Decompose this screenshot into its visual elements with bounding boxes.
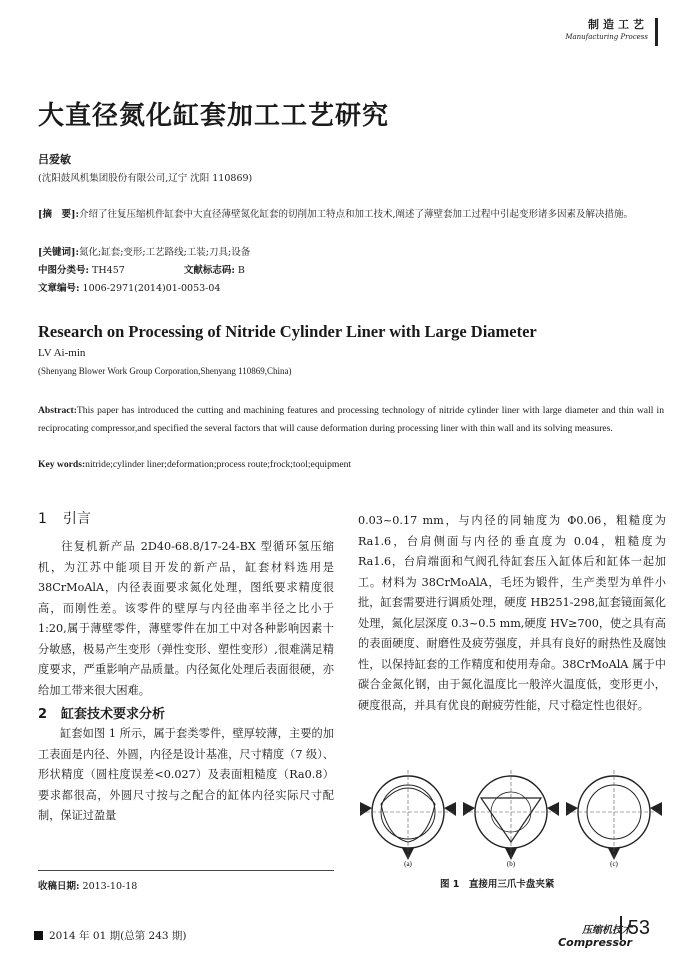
section-1-number: 1	[38, 511, 47, 527]
english-abstract-label: Abstract:	[38, 405, 77, 416]
doc-code-label: 文献标志码:	[183, 265, 235, 276]
section-1-heading	[38, 508, 91, 528]
issue-info	[34, 928, 187, 943]
header-bar	[655, 18, 658, 46]
received-date-value: 2013-10-18	[82, 881, 138, 892]
english-keywords	[38, 459, 351, 470]
received-date-label: 收稿日期:	[38, 881, 80, 892]
english-abstract-text: This paper has introduced the cutting and machining features and processing technology of nitride cylinder liner with large diameter and thin wall in reciprocating compressor,and specified the several factors that will cause deformation during processing liner with thin wall and its solving measures.	[38, 405, 664, 435]
journal-name-cn: 制造工艺	[588, 18, 648, 31]
figure-1	[356, 768, 666, 868]
journal-name-en: Manufacturing Process	[565, 33, 648, 41]
paper-title: 大直径氮化缸套加工工艺研究	[38, 101, 390, 131]
journal-logo-cn: 压缩机技术	[582, 925, 632, 936]
clc-label: 中图分类号:	[38, 265, 90, 276]
clc-value: TH457	[92, 265, 125, 276]
keywords-cn-label: [关键词]:	[38, 247, 79, 258]
article-number	[38, 280, 658, 297]
english-keywords-text: nitride;cylinder liner;deformation;process route;frock;tool;equipment	[85, 459, 352, 470]
figure-1b	[463, 770, 559, 860]
issue-text: 2014 年 01 期(总第 243 期)	[49, 930, 187, 942]
right-column-text: 0.03~0.17 mm，与内径的同轴度为 Φ0.06，粗糙度为 Ra1.6，台肩侧面与内径的垂直度为 0.04，粗糙度为 Ra1.6，台肩端面和气阀孔待缸套压入缸体后和缸体一起加工。材料为 38CrMoAlA，毛坯为锻件，生产类型为单件小批，缸套需要进行调质处理，硬度 HB251-298,缸套镜面氮化处理，氮化层深度 0.3~0.5 mm,硬度 HV≥700，使之具有高的表面硬度、耐磨性及疲劳强度，并具有良好的耐热性及腐蚀性，以保持缸套的工作精度和使用寿命。38CrMoAlA 属于中碳合金氮化钢，由于氮化温度比一般淬火温度低，变形更小，硬度很高，并具有优良的耐疲劳性能，尺寸稳定性也很好。	[358, 514, 666, 712]
journal-header	[565, 16, 648, 41]
journal-logo-en: Compressor	[558, 936, 632, 949]
received-date	[38, 878, 137, 892]
section-2-text: 缸套如图 1 所示，属于套类零件，壁厚较薄，主要的加工表面是内径、外圆，内径是设计基准，尺寸精度（7 级）、形状精度（圆柱度误差<0.027）及表面粗糙度（Ra0.8）要求都很高，外圆尺寸按与之配合的缸体内径实际尺寸配制，保证过盈量	[38, 727, 334, 822]
footnote-rule	[38, 870, 334, 871]
section-2-heading	[38, 703, 165, 722]
figure-1b-label: (b)	[506, 860, 516, 868]
english-title: Research on Processing of Nitride Cylinder Liner with Large Diameter	[38, 322, 537, 341]
author: 吕爱敏	[38, 153, 71, 166]
figure-1c-label: (c)	[610, 860, 618, 868]
section-2-number: 2	[38, 707, 48, 722]
affiliation: (沈阳鼓风机集团股份有限公司,辽宁 沈阳 110869)	[38, 173, 253, 184]
abstract-cn-label: [摘 要]:	[38, 209, 79, 220]
square-bullet-icon	[34, 931, 43, 940]
english-affiliation: (Shenyang Blower Work Group Corporation,Shenyang 110869,China)	[38, 366, 292, 376]
abstract-cn	[38, 206, 658, 223]
figure-1a	[360, 770, 456, 860]
english-abstract	[38, 402, 664, 439]
english-keywords-label: Key words:	[38, 459, 86, 470]
section-1-text: 往复机新产品 2D40-68.8/17-24-BX 型循环氢压缩机，为江苏中能项目开发的新产品，缸套材料选用是 38CrMoAlA，内径表面要求氮化处理，图纸要求精度很高，而刚性差。该零件的壁厚与内径曲率半径之比小于 1:20,属于薄壁零件，薄壁零件在加工中对各种影响因素十分敏感，极易产生变形（弹性变形、塑性变形）,很难满足精度要求，严重影响产品质量。内径氮化处理后表面很硬，亦给加工带来很大困难。	[38, 540, 334, 697]
keywords-cn-text: 氮化;缸套;变形;工艺路线;工装;刀具;设备	[79, 247, 251, 258]
figure-1a-label: (a)	[404, 860, 412, 868]
doc-code-value: B	[237, 265, 245, 276]
section-2-title: 缸套技术要求分析	[61, 707, 166, 722]
figure-1c	[566, 770, 662, 860]
page-number: 53	[620, 916, 650, 940]
figure-1-caption: 图 1 直接用三爪卡盘夹紧	[440, 879, 555, 890]
classification	[38, 262, 658, 279]
keywords-cn	[38, 244, 658, 261]
section-1-title: 引言	[62, 511, 91, 527]
article-number-value: 1006-2971(2014)01-0053-04	[82, 283, 221, 294]
english-author: LV Ai-min	[38, 347, 86, 359]
abstract-cn-text: 介绍了往复压缩机件缸套中大直径薄壁氮化缸套的切削加工特点和加工技术,阐述了薄壁套加工过程中引起变形诸多因素及解决措施。	[79, 209, 634, 220]
section-1-body	[38, 537, 334, 701]
section-2-body	[38, 724, 334, 827]
article-number-label: 文章编号:	[38, 283, 80, 294]
